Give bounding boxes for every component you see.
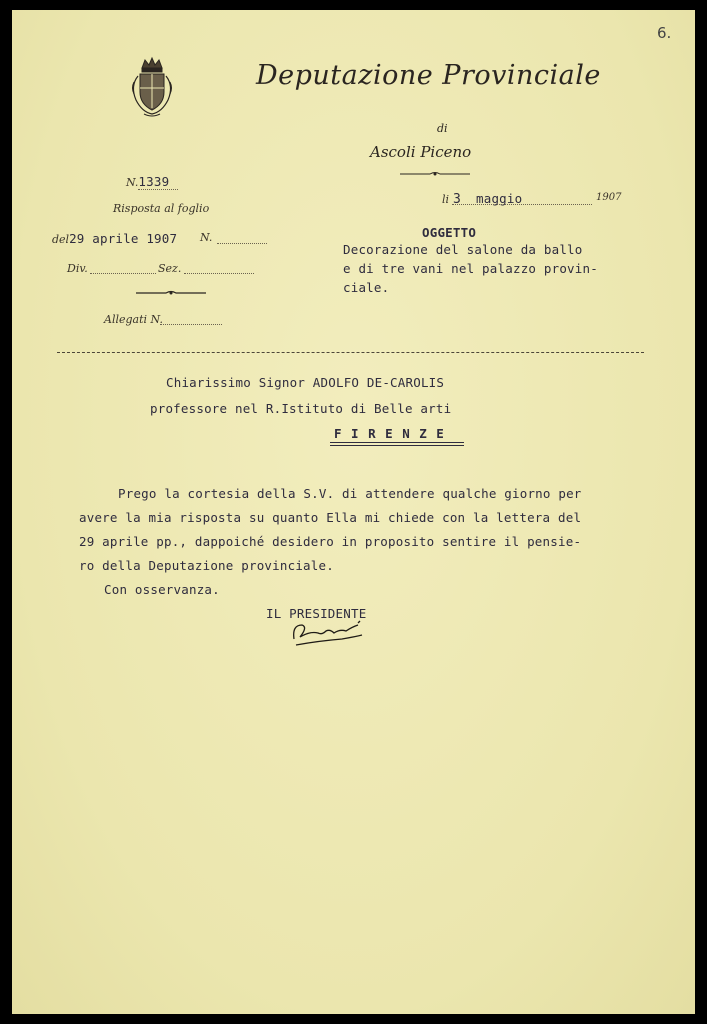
oggetto-line-1: Decorazione del salone da ballo [343, 242, 583, 257]
letterhead-title: Deputazione Provinciale [256, 60, 601, 91]
recipient-line-1: Chiarissimo Signor ADOLFO DE-CAROLIS [166, 375, 445, 390]
body-line-1: Prego la cortesia della S.V. di attendere qualche giorno per [118, 486, 582, 501]
signature-mark [288, 617, 368, 656]
date-month: maggio [476, 191, 523, 206]
body-line-5: Con osservanza. [104, 582, 220, 597]
letterhead-place: Ascoli Piceno [370, 143, 472, 161]
date-year: 1907 [596, 192, 622, 203]
recipient-city: F I R E N Z E [334, 426, 445, 441]
oggetto-label: OGGETTO [422, 225, 477, 240]
recipient-line-2: professore nel R.Istituto di Belle arti [150, 401, 452, 416]
page-number: 6. [657, 24, 672, 42]
letter-page [12, 10, 695, 1014]
place-ornament [400, 164, 470, 170]
allegati-label: Allegati N. [104, 313, 163, 326]
body-line-2: avere la mia risposta su quanto Ella mi chiede con la lettera del [79, 510, 582, 525]
body-line-3: 29 aprile pp., dappoiché desidero in proposito sentire il pensie- [79, 534, 582, 549]
coat-of-arms-icon [128, 56, 176, 120]
city-underline [330, 442, 464, 443]
date-line: li 3 [442, 192, 462, 207]
sez-label: Sez. [158, 262, 182, 275]
left-ornament [136, 283, 206, 289]
n-label: N. [200, 231, 213, 244]
oggetto-line-3: ciale. [343, 280, 390, 295]
div-label: Div. [67, 262, 88, 275]
del-field: del29 aprile 1907 [52, 231, 178, 246]
risposta-label: Risposta al foglio [113, 202, 210, 215]
header-separator [57, 352, 644, 353]
signer-title: IL PRESIDENTE [266, 606, 367, 621]
oggetto-line-2: e di tre vani nel palazzo provin- [343, 261, 598, 276]
city-underline-2 [330, 445, 464, 446]
letterhead-di: di [437, 122, 448, 135]
protocol-number: N.1339 [126, 174, 170, 189]
body-line-4: ro della Deputazione provinciale. [79, 558, 334, 573]
